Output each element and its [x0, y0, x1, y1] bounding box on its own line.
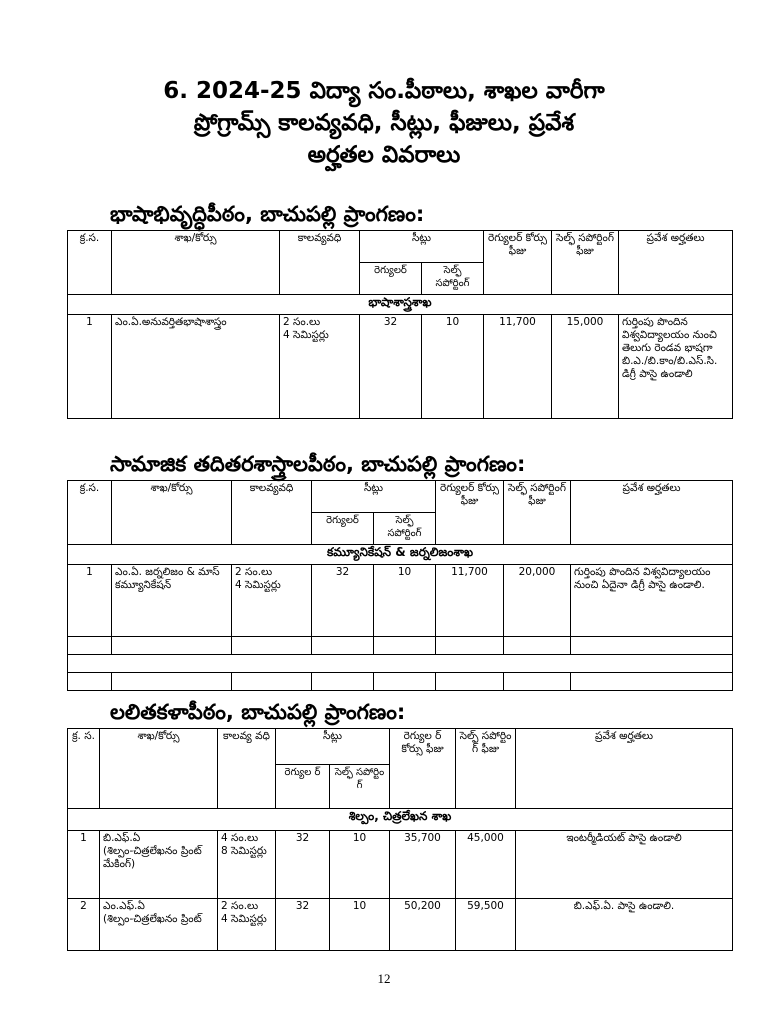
header-selfsup-fee: సెల్ఫ్ సపోర్టిం గ్ ఫీజు [456, 729, 516, 809]
duration-years: 2 సం.లు [221, 900, 259, 912]
header-selfsup-fee: సెల్ఫ్ సపోర్టింగ్ ఫీజు [504, 481, 571, 545]
page-title-line1: 6. 2024-25 విద్యా సం.పీఠాలు, శాఖల వారీగా [163, 78, 605, 104]
table-row [68, 899, 733, 951]
cell-selfsup: 10 [330, 899, 390, 951]
cell-regular: 32 [276, 899, 330, 951]
cell-selfsup-fee: 15,000 [552, 315, 619, 419]
header-course: శాఖ/కోర్సు [112, 231, 280, 295]
section-heading-1: భాషాభివృద్ధిపీఠం, బాచుపల్లి ప్రాంగణం: [110, 202, 425, 226]
cell-regular-fee: 35,700 [390, 831, 456, 899]
cell-selfsup-fee: 59,500 [456, 899, 516, 951]
cell-regular-fee: 50,200 [390, 899, 456, 951]
header-course: శాఖ/కోర్సు [100, 729, 218, 809]
cell-selfsup: 10 [422, 315, 484, 419]
cell-selfsup: 10 [374, 565, 436, 637]
section-heading-2: సామాజిక తదితరశాస్త్రాలపీఠం, బాచుపల్లి ప్రాంగణం: [110, 452, 526, 476]
cell-regular-fee: 11,700 [436, 565, 504, 637]
course-specialization: (శిల్పం-చిత్రలేఖనం ప్రింట్ మేకింగ్) [103, 845, 202, 870]
cell-duration [232, 565, 312, 637]
header-eligibility: ప్రవేశ అర్హతలు [619, 231, 733, 295]
table-section-2 [67, 480, 733, 691]
cell-sno: 2 [68, 899, 100, 951]
cell-sno: 1 [68, 565, 112, 637]
course-specialization: (శిల్పం-చిత్రలేఖనం ప్రింట్ [103, 913, 202, 925]
header-selfsup: సెల్ఫ్ సపోర్టింగ్ [422, 263, 484, 295]
header-course: శాఖ/కోర్సు [112, 481, 232, 545]
cell-regular: 32 [312, 565, 374, 637]
header-eligibility: ప్రవేశ అర్హతలు [571, 481, 733, 545]
cell-course [100, 831, 218, 899]
cell-duration [280, 315, 360, 419]
table-row [68, 315, 733, 419]
header-regular: రెగ్యులర్ [312, 513, 374, 545]
header-seats: సీట్లు [360, 231, 484, 263]
header-duration: కాలవ్యవధి [232, 481, 312, 545]
section-heading-3: లలితకళాపీఠం, బాచుపల్లి ప్రాంగణం: [110, 700, 406, 724]
department-name: శిల్పం, చిత్రలేఖన శాఖ [68, 809, 733, 831]
course-name: ఎం.ఎఫ్.ఏ [103, 900, 145, 912]
cell-sno: 1 [68, 315, 112, 419]
duration-years: 2 సం.లు [235, 566, 273, 578]
cell-eligibility: గుర్తింపు పొందిన విశ్వవిద్యాలయం నుంచి ఏదైనా డిగ్రీ పాసై ఉండాలి. [571, 565, 733, 637]
table-section-3 [67, 728, 733, 951]
cell-regular-fee: 11,700 [484, 315, 552, 419]
cell-selfsup: 10 [330, 831, 390, 899]
header-sno: క్ర.స. [68, 231, 112, 295]
duration-semesters: 4 సెమిస్టర్లు [283, 329, 329, 341]
cell-eligibility: ఇంటర్మీడియట్ పాసై ఉండాలి [516, 831, 733, 899]
cell-course [100, 899, 218, 951]
table-section-1 [67, 230, 733, 419]
table-row [68, 831, 733, 899]
duration-semesters: 4 సెమిస్టర్లు [221, 913, 267, 925]
page-title-line3: అర్హతల వివరాలు [307, 142, 461, 168]
cell-regular: 32 [360, 315, 422, 419]
header-selfsup-fee: సెల్ఫ్ సపోర్టింగ్ ఫీజు [552, 231, 619, 295]
cell-sno: 1 [68, 831, 100, 899]
empty-row [68, 655, 733, 673]
header-regular: రెగ్యుల ర్ [276, 765, 330, 809]
duration-semesters: 8 సెమిస్టర్లు [221, 845, 267, 857]
cell-eligibility: గుర్తింపు పొందిన విశ్వవిద్యాలయం నుంచి తెలుగు రెండవ భాషగా బి.ఎ./బి.కాం/బి.ఎస్.సి. డిగ్రీ పాసై ఉండాలి [619, 315, 733, 419]
duration-years: 4 సం.లు [221, 832, 259, 844]
cell-selfsup-fee: 20,000 [504, 565, 571, 637]
department-name: కమ్యూనికేషన్ & జర్నలిజంశాఖ [68, 545, 733, 565]
empty-row [68, 673, 733, 691]
header-sno: క్ర. స. [68, 729, 100, 809]
empty-row [68, 637, 733, 655]
page-title-line2: ప్రోగ్రామ్స్ కాలవ్యవధి, సీట్లు, ఫీజులు, ప్రవేశ [193, 110, 575, 136]
cell-eligibility: బి.ఎఫ్.ఏ. పాసై ఉండాలి. [516, 899, 733, 951]
header-duration: కాలవ్య వధి [218, 729, 276, 809]
header-regular-fee: రెగ్యుల ర్ కోర్సు ఫీజు [390, 729, 456, 809]
header-duration: కాలవ్యవధి [280, 231, 360, 295]
duration-semesters: 4 సెమిస్టర్లు [235, 579, 281, 591]
header-regular-fee: రెగ్యులర్ కోర్సు ఫీజు [436, 481, 504, 545]
header-seats: సీట్లు [276, 729, 390, 765]
header-regular: రెగ్యులర్ [360, 263, 422, 295]
course-name: బి.ఎఫ్.ఏ [103, 832, 141, 844]
cell-regular: 32 [276, 831, 330, 899]
duration-years: 2 సం.లు [283, 316, 321, 328]
header-selfsup: సెల్ఫ్ సపోర్టిం గ్ [330, 765, 390, 809]
cell-course: ఎం.ఏ.అనువర్తితభాషాశాస్త్రం [112, 315, 280, 419]
header-seats: సీట్లు [312, 481, 436, 513]
header-selfsup: సెల్ఫ్ సపోర్టింగ్ [374, 513, 436, 545]
table-row [68, 565, 733, 637]
department-name: భాషాశాస్త్రశాఖ [68, 295, 733, 315]
page-number: 12 [377, 971, 391, 986]
cell-selfsup-fee: 45,000 [456, 831, 516, 899]
cell-duration [218, 899, 276, 951]
header-eligibility: ప్రవేశ అర్హతలు [516, 729, 733, 809]
header-sno: క్ర.స. [68, 481, 112, 545]
header-regular-fee: రెగ్యులర్ కోర్సు ఫీజు [484, 231, 552, 295]
cell-course: ఎం.ఏ. జర్నలిజం & మాస్ కమ్యూనికేషన్ [112, 565, 232, 637]
cell-duration [218, 831, 276, 899]
